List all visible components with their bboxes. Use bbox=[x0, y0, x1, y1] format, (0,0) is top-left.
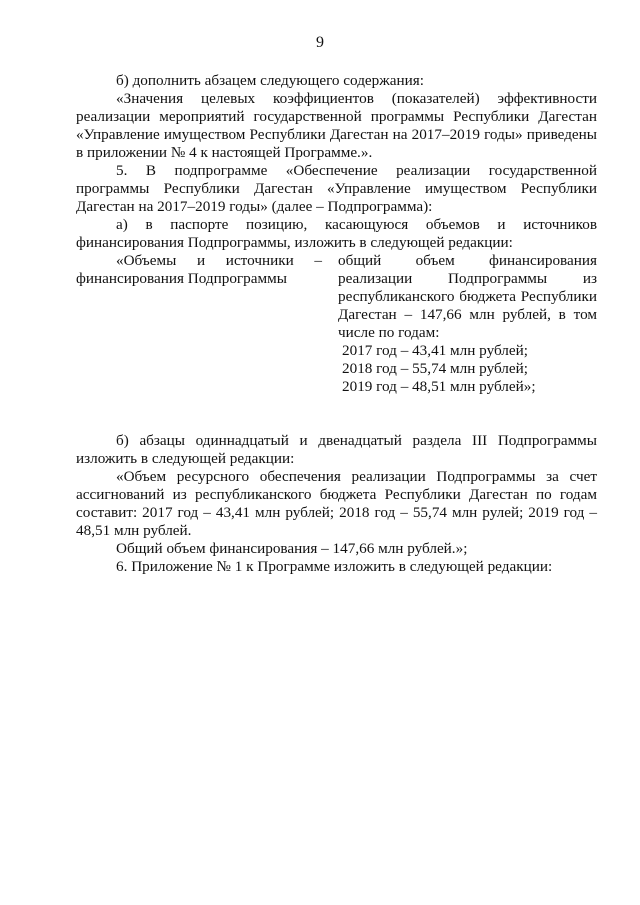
quote-line: в приложении № 4 к настоящей Программе.». bbox=[76, 144, 373, 161]
passport-label bbox=[76, 252, 322, 342]
quote-line: «Объем ресурсного обеспечения реализации Подпрограммы за счет bbox=[116, 468, 597, 485]
quote-line: ассигнований из республиканского бюджета Республики Дагестан по годам bbox=[76, 486, 597, 503]
quote-line: реализации мероприятий государственной программы Республики Дагестан bbox=[76, 108, 597, 125]
passport-value-line: республиканского бюджета Республики bbox=[338, 288, 597, 305]
quote-line: 48,51 млн рублей. bbox=[76, 522, 192, 539]
paragraph-b-add: б) дополнить абзацем следующего содержания: bbox=[116, 72, 424, 89]
passport-value-line: Дагестан – 147,66 млн рублей, в том bbox=[338, 306, 597, 323]
passport-value-line: реализации Подпрограммы из bbox=[338, 270, 597, 287]
passport-year-line: 2017 год – 43,41 млн рублей; bbox=[342, 342, 528, 359]
quote-line: «Управление имуществом Республики Дагестан на 2017–2019 годы» приведены bbox=[76, 126, 597, 143]
passport-value-line: числе по годам: bbox=[338, 324, 440, 341]
item-a-line: финансирования Подпрограммы, изложить в следующей редакции: bbox=[76, 234, 513, 251]
item-b-line: изложить в следующей редакции: bbox=[76, 450, 295, 467]
item-6-line: 6. Приложение № 1 к Программе изложить в следующей редакции: bbox=[116, 558, 553, 575]
item-b-line: б) абзацы одиннадцатый и двенадцатый раздела III Подпрограммы bbox=[116, 432, 597, 449]
item-5-line: 5. В подпрограмме «Обеспечение реализации государственной bbox=[116, 162, 597, 179]
quote-line: составит: 2017 год – 43,41 млн рублей; 2018 год – 55,74 млн рулей; 2019 год – bbox=[76, 504, 597, 521]
item-5-line: программы Республики Дагестан «Управление имуществом Республики bbox=[76, 180, 597, 197]
page-number: 9 bbox=[316, 34, 324, 51]
item-5-line: Дагестан на 2017–2019 годы» (далее – Подпрограмма): bbox=[76, 198, 433, 215]
total-funding-line: Общий объем финансирования – 147,66 млн рублей.»; bbox=[116, 540, 468, 557]
quote-line: «Значения целевых коэффициентов (показателей) эффективности bbox=[116, 90, 597, 107]
passport-value-line: общий объем финансирования bbox=[338, 252, 597, 269]
passport-value bbox=[338, 252, 597, 342]
passport-row bbox=[76, 252, 597, 342]
passport-year-line: 2018 год – 55,74 млн рублей; bbox=[342, 360, 528, 377]
passport-label-line: «Объемы и источники – bbox=[116, 252, 322, 269]
spacer bbox=[76, 396, 597, 432]
passport-year-line: 2019 год – 48,51 млн рублей»; bbox=[342, 378, 536, 395]
document-body bbox=[76, 72, 597, 576]
item-a-line: а) в паспорте позицию, касающуюся объемов и источников bbox=[116, 216, 597, 233]
passport-label-line: финансирования Подпрограммы bbox=[76, 270, 287, 287]
